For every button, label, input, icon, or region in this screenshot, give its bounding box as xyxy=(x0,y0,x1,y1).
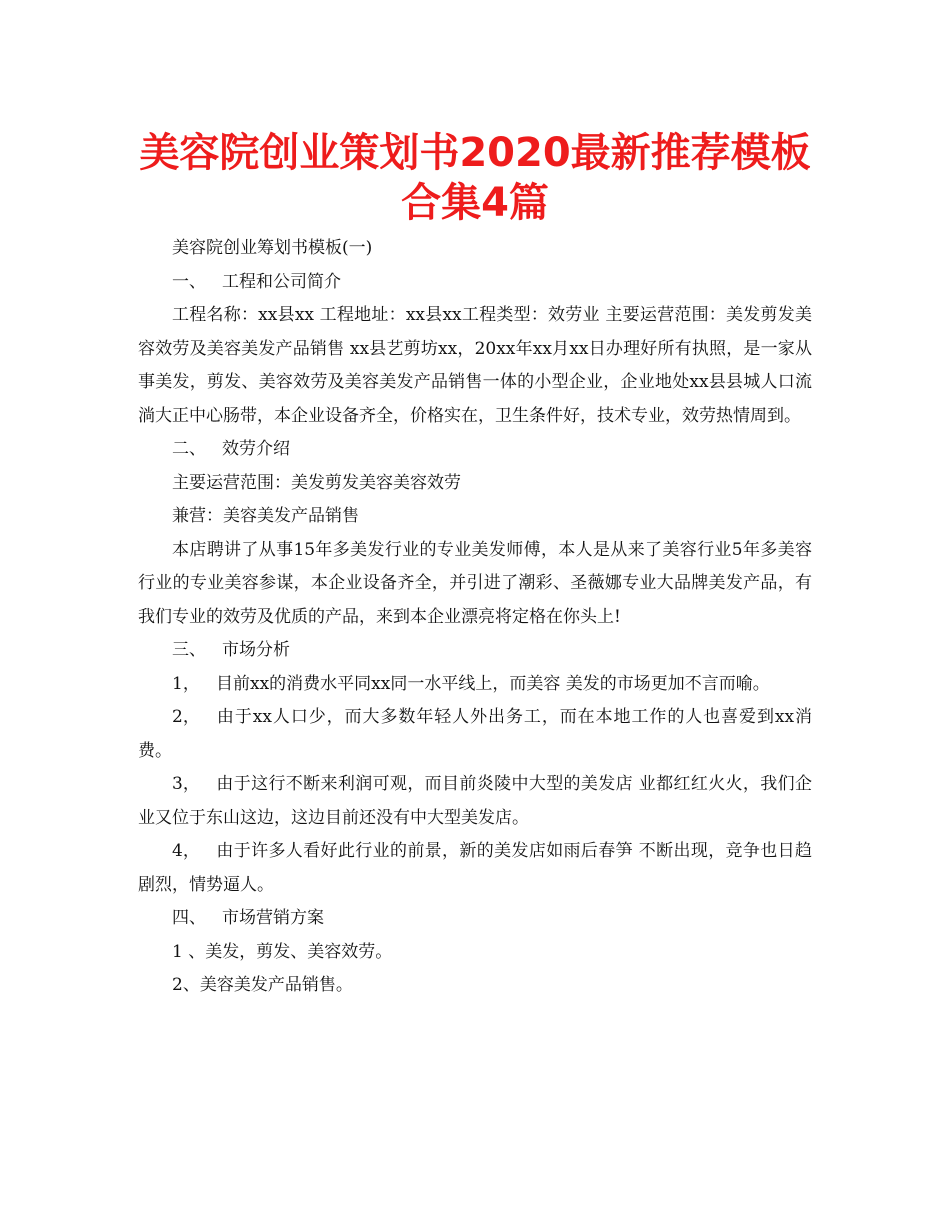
list-item xyxy=(138,768,812,835)
section-number: 四、 xyxy=(172,908,206,928)
list-item-number: 1， xyxy=(172,673,200,694)
list-item xyxy=(138,701,812,768)
section-number: 二、 xyxy=(172,439,206,459)
section-number: 三、 xyxy=(172,640,206,660)
list-item-text: 由于这行不断来利润可观，而目前炎陵中大型的美发店 业都红红火火，我们企业又位于东山这边，这边目前还没有中大型美发店。 xyxy=(138,774,812,828)
list-item-number: 3， xyxy=(172,774,200,794)
paragraph: 本店聘讲了从事15年多美发行业的专业美发师傅，本人是从来了美容行业5年多美容行业的专业美容参谋，本企业设备齐全，并引进了潮彩、圣薇娜专业大品牌美发产品，有我们专业的效劳及优质的产品，来到本企业漂亮将定格在你头上! xyxy=(138,539,812,627)
list-item-number: 4， xyxy=(172,841,200,861)
paragraph: 1 、美发，剪发、美容效劳。 xyxy=(172,941,393,962)
section-number: 一、 xyxy=(172,271,206,292)
section-heading-2 xyxy=(138,433,812,467)
section-heading-text: 市场营销方案 xyxy=(222,908,324,928)
section-heading-text: 市场分析 xyxy=(222,640,290,660)
paragraph: 2、美容美发产品销售。 xyxy=(172,975,353,995)
section-heading-text: 效劳介绍 xyxy=(222,439,290,459)
list-item xyxy=(138,668,812,702)
paragraph: 兼营：美容美发产品销售 xyxy=(172,506,359,526)
list-item xyxy=(138,835,812,902)
document-title: 美容院创业策划书2020最新推荐模板合集4篇 xyxy=(139,130,811,226)
list-item-number: 2， xyxy=(172,707,200,727)
section-heading-1 xyxy=(138,266,812,300)
section-heading-3 xyxy=(138,634,812,668)
list-item-text: 目前xx的消费水平同xx同一水平线上，而美容 美发的市场更加不言而喻。 xyxy=(216,673,770,694)
list-item-text: 由于许多人看好此行业的前景，新的美发店如雨后春笋 不断出现，竞争也日趋剧烈，情势逼人。 xyxy=(138,841,812,895)
paragraph: 主要运营范围：美发剪发美容美容效劳 xyxy=(172,472,461,493)
paragraph: 工程名称：xx县xx 工程地址：xx县xx工程类型：效劳业 主要运营范围：美发剪发美容效劳及美容美发产品销售 xx县艺剪坊xx，20xx年xx月xx日办理好所有执照，是一家从事美发，剪发、美容效劳及美容美发产品销售一体的小型企业，企业地处xx县县城人口流淌大正中心肠带，本企业设备齐全，价格实在，卫生条件好，技术专业，效劳热情周到。 xyxy=(138,305,812,426)
section-heading-text: 工程和公司简介 xyxy=(222,271,341,292)
document-body xyxy=(138,232,812,1003)
section-heading-4 xyxy=(138,902,812,936)
list-item-text: 由于xx人口少，而大多数年轻人外出务工，而在本地工作的人也喜爱到xx消费。 xyxy=(138,707,812,761)
document-subtitle: 美容院创业筹划书模板(一) xyxy=(172,238,373,258)
